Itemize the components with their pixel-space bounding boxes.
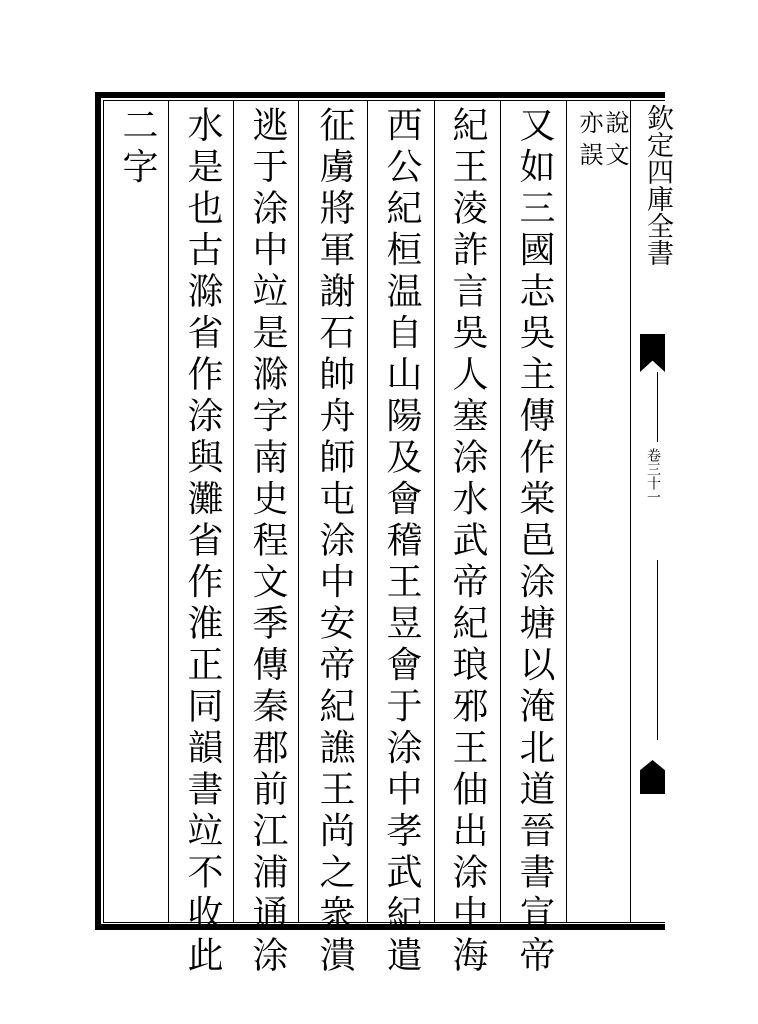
text-column-2: 水是也古滁省作涂與灘省作淮正同韻書竝不收此 [182,106,223,978]
column-rule [168,101,169,922]
strip-rule [657,372,658,442]
text-column-4: 征虜將軍謝石帥舟師屯涂中安帝紀譙王尚之衆潰 [314,106,355,978]
annotation-line-1: 說文 [601,110,629,174]
running-head-title: 欽定四庫全書 [642,104,673,266]
running-head-volume: 卷三十一 [645,448,661,504]
column-rule [434,101,435,922]
text-column-5: 西公紀桓温自山陽及會稽王昱會于涂中孝武紀遣 [381,106,422,978]
text-column-6: 紀王淩詐言吳人塞涂水武帝紀琅邪王伷出涂中海 [447,106,488,978]
text-column-7: 又如三國志吳主傳作棠邑涂塘以淹北道晉書宣帝 [514,106,555,978]
column-rule [367,101,368,922]
column-rule [500,101,501,922]
text-column-3: 逃于涂中竝是滁字南史程文季傳秦郡前江浦通涂 [247,106,288,978]
text-column-1: 二字 [117,106,158,189]
column-rule [233,101,234,922]
column-rule [298,101,299,922]
annotation-line-2: 亦誤 [575,110,603,174]
column-rule [566,101,567,922]
strip-rule [657,560,658,740]
